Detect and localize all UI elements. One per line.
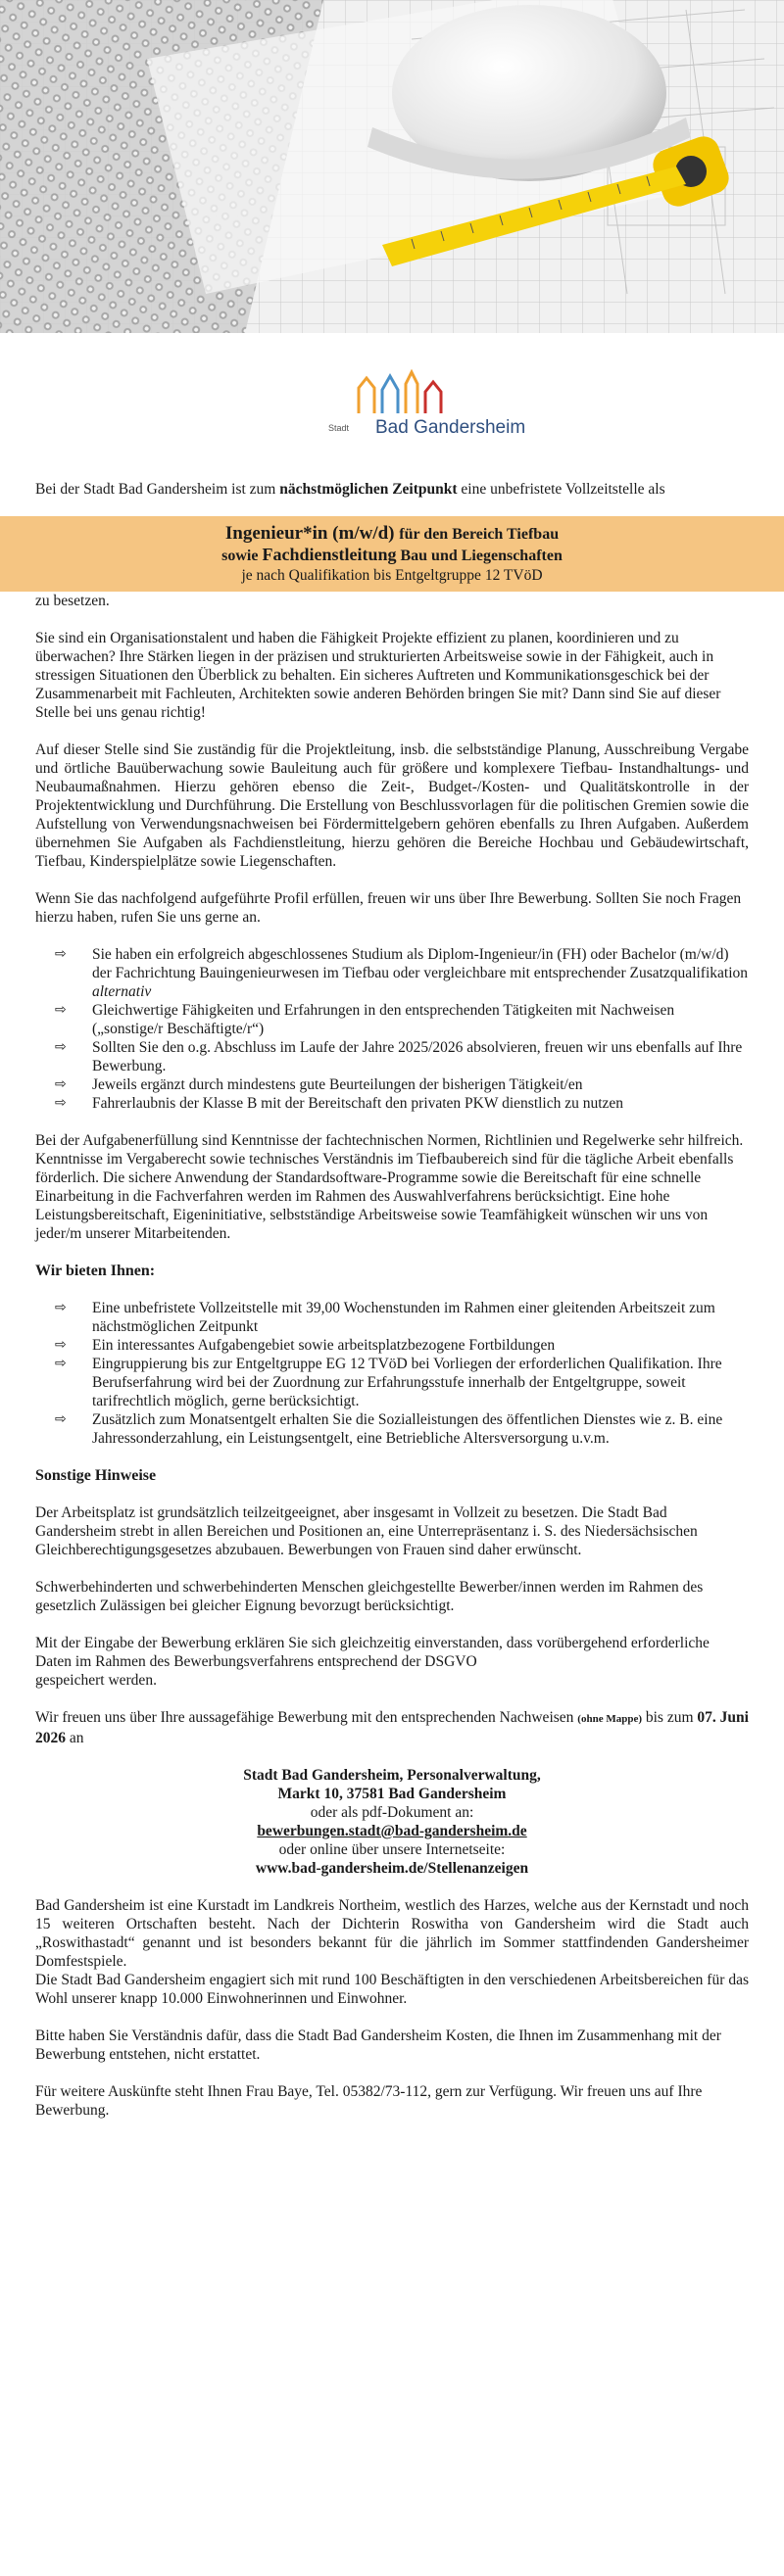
list-item: ⇨ Eine unbefristete Vollzeitstelle mit 39,00 Wochenstunden im Rahmen einer gleitenden Arbeitszeit zum nächstmöglichen Zeitpunkt xyxy=(55,1300,715,1335)
address-line-3: oder als pdf-Dokument an: xyxy=(310,1804,474,1821)
website-link[interactable]: www.bad-gandersheim.de/Stellenanzeigen xyxy=(255,1860,529,1877)
arrow-right-icon: ⇨ xyxy=(55,946,67,962)
arrow-right-icon: ⇨ xyxy=(55,1411,67,1427)
logo-band xyxy=(0,333,784,480)
job-title: Ingenieur*in (m/w/d) für den Bereich Tiefbau xyxy=(224,523,560,544)
logo-name: Bad Gandersheim xyxy=(375,417,526,438)
city-towers-icon xyxy=(353,366,461,417)
arrow-right-icon: ⇨ xyxy=(55,1095,67,1111)
address-line-5: oder online über unsere Internetseite: xyxy=(278,1841,506,1858)
arrow-right-icon: ⇨ xyxy=(55,1002,67,1018)
list-item: ⇨ Sollten Sie den o.g. Abschluss im Laufe der Jahre 2025/2026 absolvieren, freuen wir uns ebenfalls auf Ihre Bewerbung. xyxy=(55,1039,743,1074)
paragraph-disability: Schwerbehinderten und schwerbehinderten Menschen gleichgestellte Bewerber/innen werden im Rahmen des gesetzlich Zulässigen bei gleicher Eignung bevorzugt berücksichtigt. xyxy=(35,1579,704,1614)
city-logo xyxy=(328,366,526,445)
list-item: ⇨ Ein interessantes Aufgabengebiet sowie arbeitsplatzbezogene Fortbildungen xyxy=(55,1337,556,1354)
list-item: ⇨ Gleichwertige Fähigkeiten und Erfahrungen in den entsprechenden Tätigkeiten mit Nachweisen („sonstige/r Beschäftigte/r“) xyxy=(55,1002,675,1037)
paragraph-costs: Bitte haben Sie Verständnis dafür, dass die Stadt Bad Gandersheim Kosten, die Ihnen im Zusammenhang mit der Bewerbung entstehen, nicht erstattet. xyxy=(35,2027,721,2063)
job-title-banner xyxy=(0,516,784,592)
paragraph-apply: Wir freuen uns über Ihre aussagefähige Bewerbung mit den entsprechenden Nachweisen (ohne Mappe) bis zum 07. Juni 2026 an xyxy=(35,1709,749,1746)
pay-grade: je nach Qualifikation bis Entgeltgruppe 12 TVöD xyxy=(241,567,543,584)
notes-heading: Sonstige Hinweise xyxy=(35,1467,157,1484)
intro-text: Bei der Stadt Bad Gandersheim ist zum nächstmöglichen Zeitpunkt eine unbefristete Vollzeitstelle als xyxy=(35,481,665,498)
arrow-right-icon: ⇨ xyxy=(55,1039,67,1055)
paragraph-contact-invite: Wenn Sie das nachfolgend aufgeführte Profil erfüllen, freuen wir uns über Ihre Bewerbung. Sollten Sie noch Fragen hierzu haben, rufen Sie uns gerne an. xyxy=(35,890,742,926)
email-link[interactable]: bewerbungen.stadt@bad-gandersheim.de xyxy=(257,1823,527,1839)
list-item: ⇨ Sie haben ein erfolgreich abgeschlossenes Studium als Diplom-Ingenieur/in (FH) oder Bachelor (m/w/d) der Fachrichtung Bauingenieurwesen im Tiefbau oder vergleichbare mit entsprechender Zusatzqualifikation alternativ xyxy=(55,946,749,1000)
offer-heading: Wir bieten Ihnen: xyxy=(35,1263,156,1279)
list-item: ⇨ Zusätzlich zum Monatsentgelt erhalten Sie die Sozialleistungen des öffentlichen Dienstes wie z. B. eine Jahressonderzahlung, ein Leistungsentgelt, eine Betriebliche Altersversorgung u.v.m. xyxy=(55,1411,723,1447)
address-line-1: Stadt Bad Gandersheim, Personalverwaltung, xyxy=(243,1767,541,1784)
job-subtitle: sowie Fachdienstleitung Bau und Liegenschaften xyxy=(221,545,563,564)
job-posting xyxy=(0,480,784,2120)
paragraph-tasks: Auf dieser Stelle sind Sie zuständig für die Projektleitung, insb. die selbstständige Planung, Ausschreibung Vergabe und örtliche Bauüberwachung sowie Bauleitung auch für größere und komplexere Tiefbau- Instandhaltungs- und Neubaumaßnahmen. Hierzu gehören ebenso die Zeit-, Budget-/Kosten- und Qualitätskontrolle in der Projektentwicklung und Durchführung. Die Erstellung von Beschlussvorlagen für die politischen Gremien sowie die Aufstellung von Verwendungsnachweisen bei Fördermittelgebern gehören ebenfalls zu Ihren Aufgaben. Außerdem übernehmen Sie Aufgaben als Fachdienstleitung, hierzu gehören die Bereiche Hochbau und Gebäudewirtschaft, Tiefbau, Kinderspielplätze sowie Liegenschaften. xyxy=(35,741,749,870)
address-line-2: Markt 10, 37581 Bad Gandersheim xyxy=(277,1786,507,1802)
paragraph-privacy: Mit der Eingabe der Bewerbung erklären Sie sich gleichzeitig einverstanden, dass vorübergehend erforderliche Daten im Rahmen des Bewerbungsverfahrens entsprechend der DSGVO gespeichert werden. xyxy=(35,1635,710,1689)
arrow-right-icon: ⇨ xyxy=(55,1300,67,1315)
contact-address xyxy=(35,1766,749,1878)
paragraph-city-info: Bad Gandersheim ist eine Kurstadt im Landkreis Northeim, westlich des Harzes, welche aus der Kernstadt und noch 15 weiteren Ortschaften besteht. Nach der Dichterin Roswitha von Gandersheim wird die Stadt auch „Roswithastadt“ genannt und ist besonders bekannt für die jährlich im Sommer stattfindenden Gandersheimer Domfestspiele. Die Stadt Bad Gandersheim engagiert sich mit rund 100 Beschäftigten in den verschiedenen Arbeitsbereichen für das Wohl unserer knapp 10.000 Einwohnerinnen und Einwohner. xyxy=(35,1897,749,2007)
offers-list xyxy=(35,1299,749,1448)
list-item: ⇨ Eingruppierung bis zur Entgeltgruppe EG 12 TVöD bei Vorliegen der erforderlichen Qualifikation. Ihre Berufserfahrung wird bei der Zuordnung zur Erfahrungsstufe innerhalb der Entgeltgruppe, soweit tarifrechtlich möglich, gerne berücksichtigt. xyxy=(55,1356,722,1409)
paragraph-skills: Bei der Aufgabenerfüllung sind Kenntnisse der fachtechnischen Normen, Richtlinien und Regelwerke sehr hilfreich. Kenntnisse im Vergaberecht sowie technisches Verständnis im Tiefbaubereich sind für die tägliche Arbeit ebenfalls förderlich. Die sichere Anwendung der Standardsoftware-Programme sowie die Bereitschaft für eine schnelle Einarbeitung in die Fachverfahren werden im Rahmen des Auswahlverfahrens berücksichtigt. Eine hohe Leistungsbereitschaft, Eigeninitiative, selbstständige Arbeitsweise sowie Teamfähigkeit wünschen wir uns von jeder/m unserer Mitarbeitenden. xyxy=(35,1132,744,1242)
arrow-right-icon: ⇨ xyxy=(55,1076,67,1092)
requirements-list xyxy=(35,945,749,1113)
paragraph-contact: Für weitere Auskünfte steht Ihnen Frau Baye, Tel. 05382/73-112, gern zur Verfügung. Wir freuen uns auf Ihre Bewerbung. xyxy=(35,2083,703,2119)
construction-photo xyxy=(0,0,784,333)
list-item: ⇨ Fahrerlaubnis der Klasse B mit der Bereitschaft den privaten PKW dienstlich zu nutzen xyxy=(55,1095,624,1112)
paragraph-profile-intro: Sie sind ein Organisationstalent und haben die Fähigkeit Projekte effizient zu planen, koordinieren und zu überwachen? Ihre Stärken liegen in der präzisen und strukturierten Arbeitsweise sowie in der Fähigkeit, auch in stressigen Situationen den Überblick zu behalten. Ein sicheres Auftreten und Kommunikationsgeschick bei der Zusammenarbeit mit Fachleuten, Architekten sowie anderen Behörden bringen Sie mit? Dann sind Sie auf dieser Stelle bei uns genau richtig! xyxy=(35,630,721,721)
after-banner-text: zu besetzen. xyxy=(35,593,110,609)
arrow-right-icon: ⇨ xyxy=(55,1356,67,1371)
list-item: ⇨ Jeweils ergänzt durch mindestens gute Beurteilungen der bisherigen Tätigkeit/en xyxy=(55,1076,583,1093)
logo-prefix: Stadt xyxy=(328,423,350,433)
paragraph-part-time: Der Arbeitsplatz ist grundsätzlich teilzeitgeeignet, aber insgesamt in Vollzeit zu besetzen. Die Stadt Bad Gandersheim strebt in allen Bereichen und Positionen an, eine Unterrepräsentanz i. S. des Niedersächsischen Gleichberechtigungsgesetzes abzubauen. Bewerbungen von Frauen sind daher erwünscht. xyxy=(35,1504,698,1558)
hero-image xyxy=(0,0,784,333)
arrow-right-icon: ⇨ xyxy=(55,1337,67,1353)
